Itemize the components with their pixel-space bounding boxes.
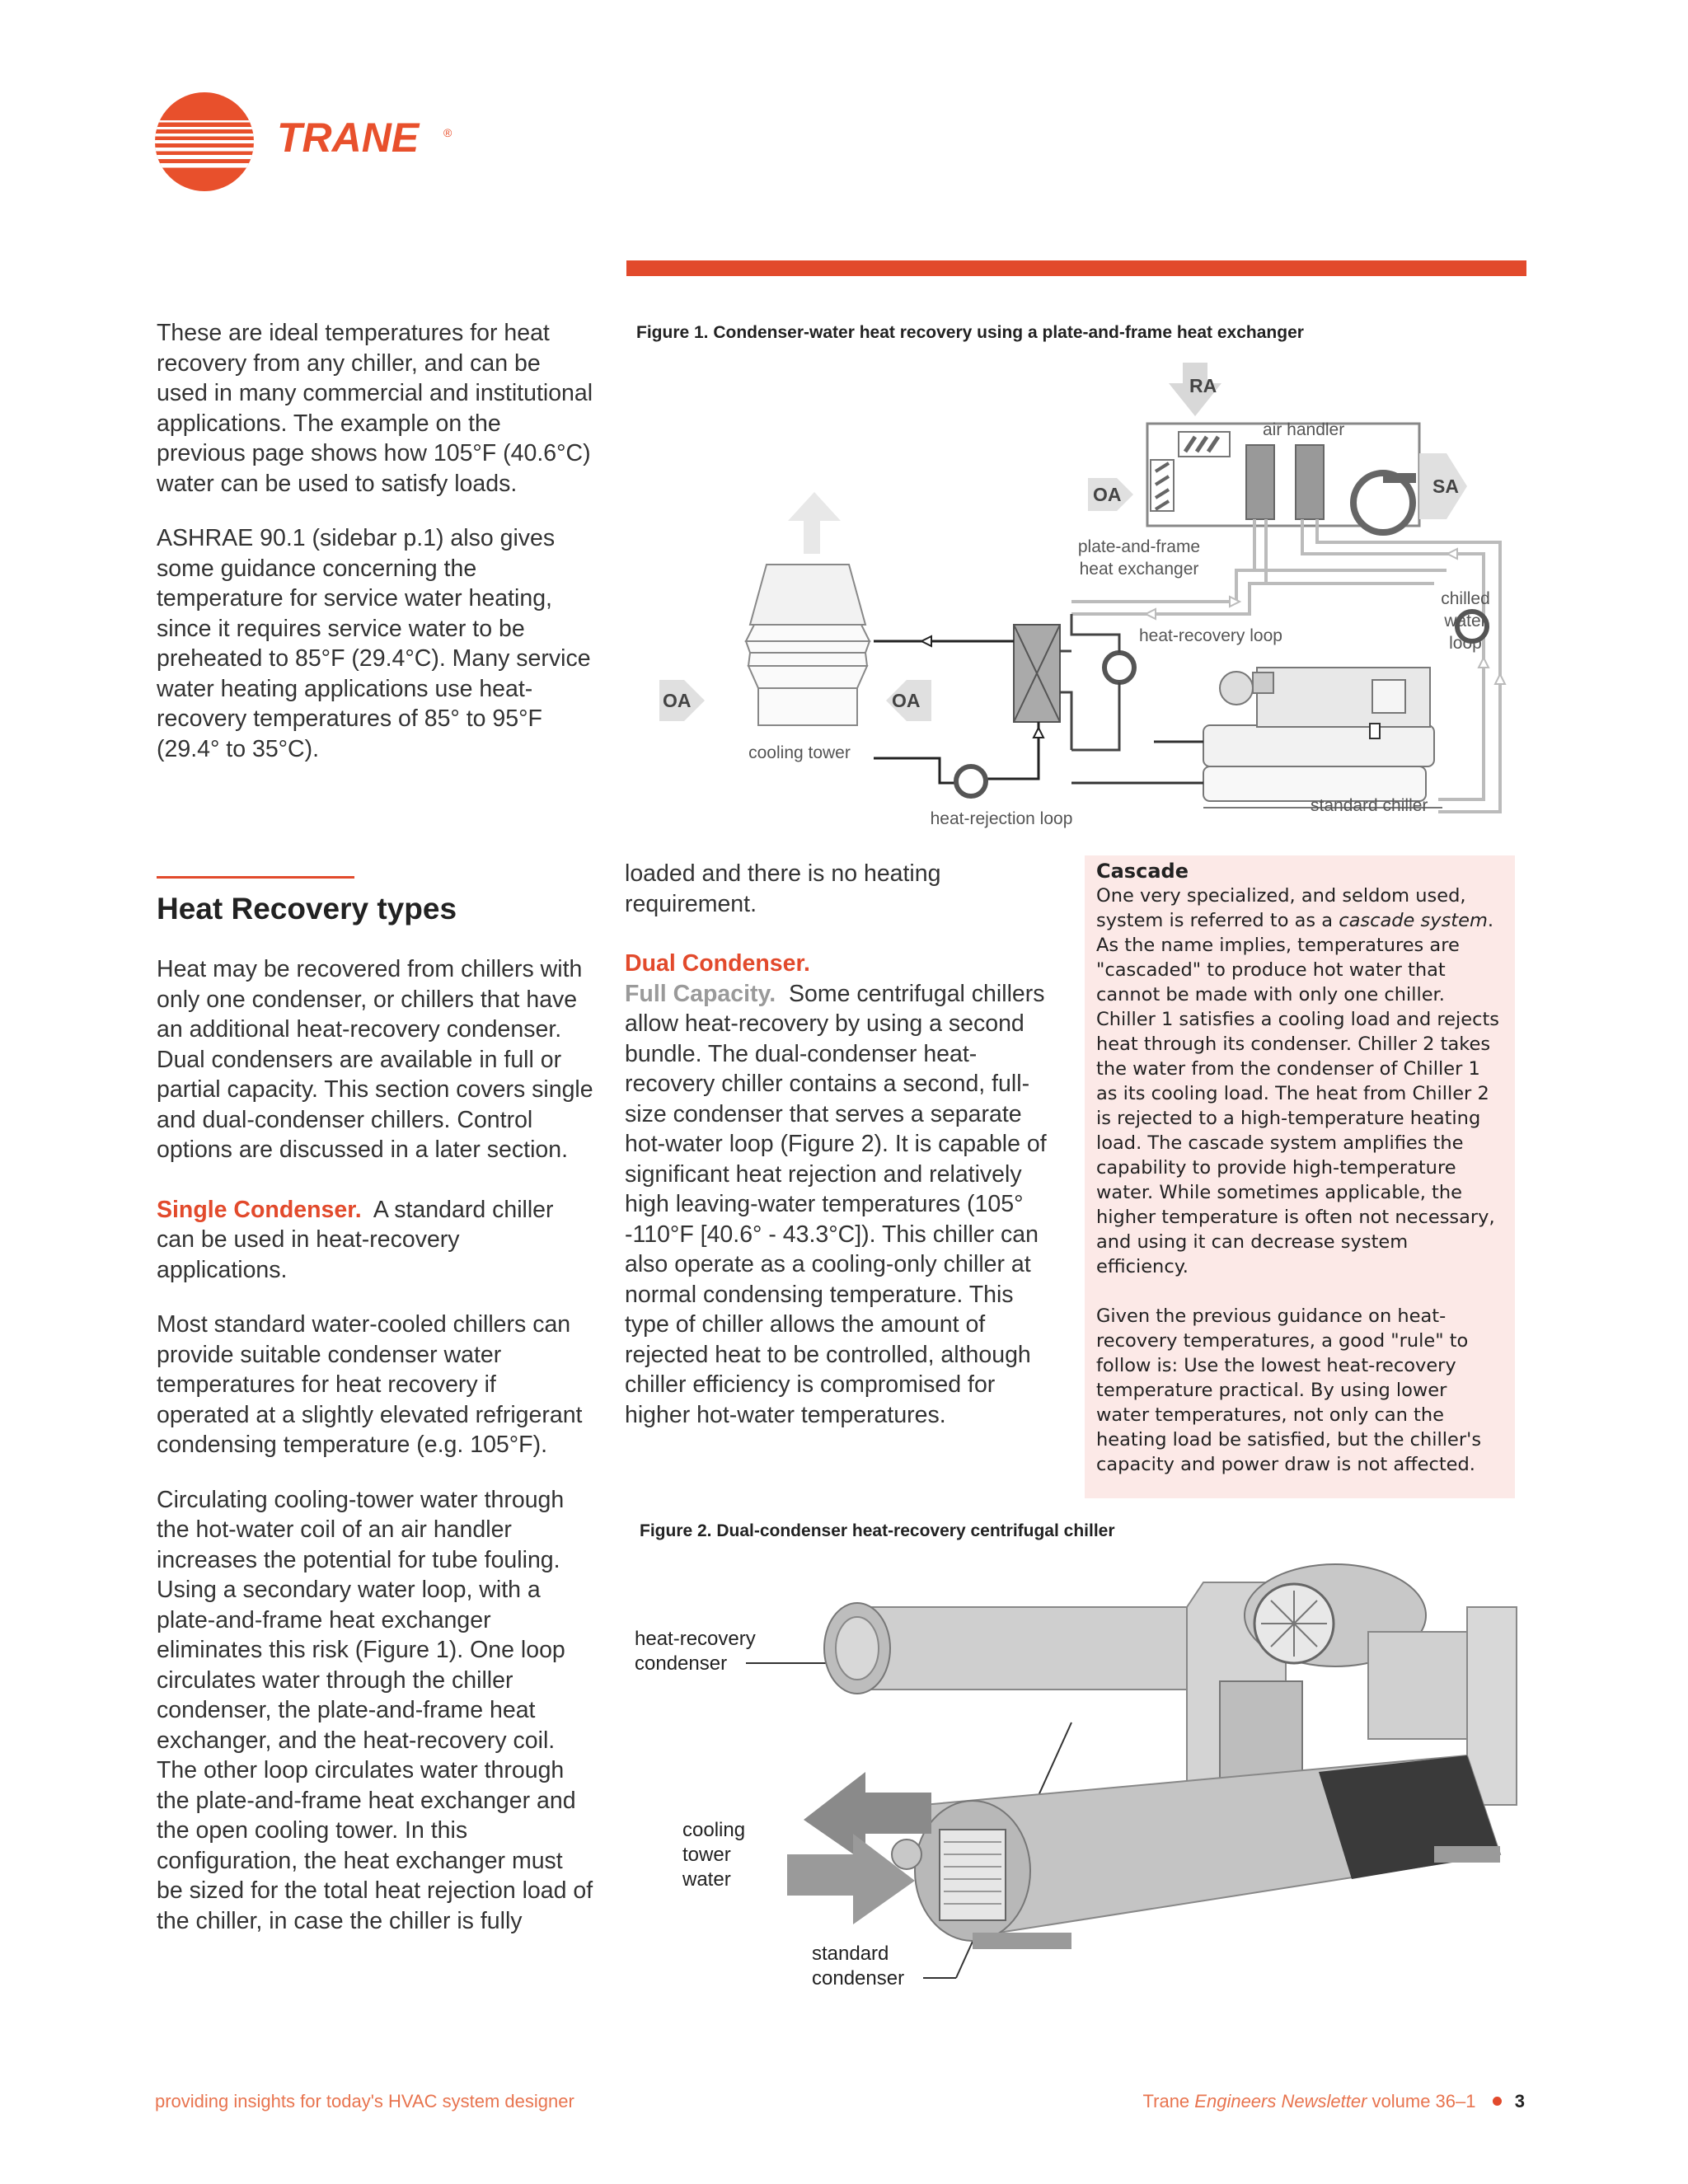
phe-label-2: heat exchanger (1079, 560, 1199, 579)
left-column (157, 318, 593, 789)
sidebar-title: Cascade (1096, 860, 1189, 883)
oa-left-label: OA (663, 690, 692, 711)
bullet-icon (1493, 2097, 1502, 2106)
std-condenser-label-2: condenser (812, 1967, 905, 1990)
intro-paragraph-1: These are ideal temperatures for heat recovery from any chiller, and can be used in many commercial and institutional applications. The example on the previous page shows how 105°F (40.6°C) water can be used to satisfy loads. (157, 320, 593, 497)
continued-paragraph: loaded and there is no heating requirement. (625, 860, 941, 917)
full-capacity-head: Full Capacity. (625, 980, 776, 1007)
chw-label-3: loop (1449, 634, 1482, 653)
sidebar-p1-em: cascade system (1339, 910, 1488, 931)
most-paragraph: Most standard water-cooled chillers can provide suitable condenser water temperatures for heat recovery if operated at a slightly elevated refrigerant condensing temperature (e.g. 105°F). (157, 1311, 583, 1458)
middle-column (625, 859, 1053, 1455)
dual-condenser-chiller (824, 1564, 1517, 1949)
single-condenser-head: Single Condenser. (157, 1196, 362, 1223)
footer-right (1143, 2091, 1525, 2112)
sidebar-p1-b: . As the name implies, temperatures are "cascaded" to produce hot water that cannot be made with only one chiller. Chiller 1 satisfies a cooling load and rejects heat through its condenser. Chiller 2 takes the water from the condenser of Chiller 1 as its cooling load. The heat from Chiller 2 is rejected to a high-temperature heating load. The cascade system amplifies the capability to provide high-temperature water. While sometimes applicable, the higher temperature is often not necessary, and using it can decrease system efficiency. (1096, 910, 1500, 1277)
dual-condenser-paragraph (625, 949, 1053, 1430)
phe-label-1: plate-and-frame (1077, 537, 1201, 556)
circulating-paragraph: Circulating cooling-tower water through the hot-water coil of an air handler increases the potential for tube fouling. Using a secondary water loop, with a plate-and-frame heat exchanger eliminates this risk (Figure 1). One loop circulates water through the chiller condenser, the plate-and-frame heat exchanger, and the heat-recovery coil. The other loop circulates water through the plate-and-frame heat exchanger and the open cooling tower. In this configuration, the heat exchanger must be sized for the total heat rejection load of the chiller, in case the chiller is fully (157, 1486, 593, 1934)
standard-chiller-label: standard chiller (1311, 796, 1428, 815)
footer-newsletter: Engineers Newsletter (1194, 2091, 1367, 2111)
oa-right-label: OA (892, 690, 921, 711)
section-title: Heat Recovery types (157, 892, 457, 926)
brand-name: TRANE (277, 115, 420, 161)
ct-water-label-1: cooling (682, 1819, 746, 1841)
footer-brand: Trane (1142, 2091, 1195, 2111)
ct-water-label-3: water (682, 1868, 731, 1891)
dual-condenser-text: Some centrifugal chillers allow heat-recovery by using a second bundle. The dual-condenser heat-recovery chiller contains a second, full-size condenser that serves a separate hot-water loop (Figure 2). It is capable of significant heat rejection and relatively high leaving-water temperatures (105° -110°F [40.6° - 43.3°C]). This chiller can also operate as a cooling-only chiller at normal condensing temperature. This type of chiller allows the amount of rejected heat to be controlled, although chiller efficiency is compromised for higher hot-water temperatures. (625, 980, 1047, 1428)
figure1-diagram (626, 363, 1533, 832)
chw-label-1: chilled (1441, 589, 1490, 608)
figure2-illustration (626, 1558, 1533, 2003)
dual-condenser-head: Dual Condenser. (625, 950, 810, 977)
left-column-lower (157, 954, 593, 1961)
hrej-pump (956, 766, 986, 796)
single-condenser-paragraph (157, 1195, 593, 1286)
section-rule (157, 876, 354, 879)
cooling-tower-fill (746, 625, 870, 725)
ct-water-label-2: tower (682, 1844, 731, 1866)
sidebar-paragraph-2: Given the previous guidance on heat-recovery temperatures, a good "rule" to follow is: Use the lowest heat-recovery temperature practical. By using lower water temperatures, not only can the heating load be satisfied, but the chiller's capacity and power draw is not affected. (1096, 1305, 1482, 1475)
standard-chiller (1071, 668, 1442, 808)
trane-logo-icon (153, 91, 467, 194)
figure2-caption: Figure 2. Dual-condenser heat-recovery centrifugal chiller (640, 1521, 1115, 1540)
heat-rejection-loop-label: heat-rejection loop (930, 809, 1073, 828)
hr-condenser-label-1: heat-recovery (635, 1628, 756, 1650)
oa-ah-label: OA (1093, 484, 1122, 505)
types-paragraph: Heat may be recovered from chillers with only one condenser, or chillers that have an additional heat-recovery condenser. Dual condensers are available in full or partial capacity. This section covers single and dual-condenser chillers. Control options are discussed in a later section. (157, 956, 593, 1163)
cascade-sidebar (1085, 855, 1515, 1498)
footer-left: providing insights for today's HVAC system designer (155, 2091, 574, 2111)
sidebar-paragraph-1 (1096, 883, 1503, 1279)
hr-condenser-label-2: condenser (635, 1652, 728, 1675)
header-rule (626, 260, 1526, 276)
cooling-coil (1296, 445, 1324, 519)
heat-recovery-loop-label: heat-recovery loop (1139, 626, 1282, 645)
footer-volume: volume 36–1 (1367, 2091, 1476, 2111)
air-handler-label: air handler (1263, 420, 1345, 439)
trane-logo (153, 91, 467, 194)
sa-label: SA (1432, 476, 1459, 497)
hr-pump (1104, 653, 1134, 682)
page-number: 3 (1514, 2091, 1525, 2111)
cooling-tower-top (750, 565, 865, 625)
ra-label: RA (1189, 375, 1217, 396)
std-condenser-label-1: standard (812, 1943, 889, 1965)
cooling-tower-plume (788, 492, 841, 554)
registered-mark: ® (443, 126, 452, 139)
sidebar-p1-a: One very specialized, and seldom used, system is referred to as a (1096, 885, 1466, 931)
single-condenser-text: A standard chiller can be used in heat-recovery applications. (157, 1196, 554, 1283)
figure1-caption: Figure 1. Condenser-water heat recovery using a plate-and-frame heat exchanger (636, 323, 1304, 342)
intro-paragraph-2: ASHRAE 90.1 (sidebar p.1) also gives some guidance concerning the temperature for service water heating, since it requires service water to be preheated to 85°F (29.4°C). Many service water heating applications use heat-recovery temperatures of 85° to 95°F (29.4° to 35°C). (157, 525, 591, 762)
heat-recovery-coil (1246, 445, 1274, 519)
cooling-tower-label: cooling tower (748, 743, 851, 762)
chw-label-2: water (1444, 612, 1487, 630)
